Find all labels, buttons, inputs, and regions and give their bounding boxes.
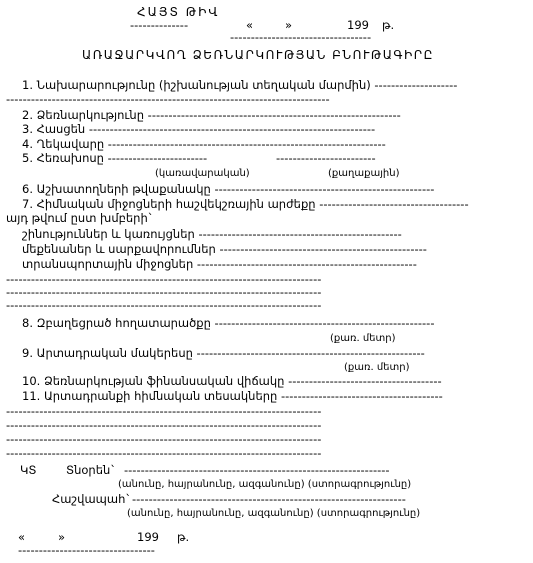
field-production-area: 9. Արտադրական մակերեսը ------------------------------------------------------- [22,346,425,360]
blank-line: ---------------------------------------------------------------------------- [6,272,322,286]
production-area-unit: (քառ. մետր) [344,362,410,373]
director-signature-caption: (անունը, հայրանունը, ազգանունը) (ստորագրությունը) [118,479,412,490]
assets-transport: տրանսպորտային միջոցներ ----------------------------------------------------- [22,257,417,271]
date-quote-close: » [285,18,293,32]
blank-line: ---------------------------------------------------------------------------- [6,432,322,446]
date-quote-open: « [246,18,254,32]
land-area-unit: (քառ. մետր) [330,333,396,344]
accountant-signature-line: ------------------------------------------------------------------ [132,492,406,506]
field-phone-city-line: ------------------------ [276,151,376,165]
date-suffix: թ. [382,18,395,32]
accountant-signature-label: Հաշվապահ` [52,492,132,506]
date-line: ---------------------------------- [230,30,372,44]
field-ministry: 1. Նախարարությունը (իշխանության տեղական մարմին) -------------------- [22,78,458,92]
phone-city-label: (քաղաքային) [328,168,400,179]
seal-label: ԿՏ [20,463,37,477]
assets-buildings: շինություններ և կառույցներ ------------------------------------------------- [22,227,402,241]
field-financial-state: 10. Ձեռնարկության ֆինանսական վիճակը ------------------------------------- [22,374,442,388]
footer-suffix: թ. [177,530,190,544]
accountant-signature-caption: (անունը, հայրանունը, ազգանունը) (ստորագրությունը) [127,508,421,519]
field-employees: 6. Աշխատողների թվաքանակը ----------------------------------------------------- [22,182,435,196]
footer-date-line: --------------------------------- [18,543,155,557]
field-enterprise: 2. Ձեռնարկությունը ------------------------------------------------------------- [22,108,401,122]
blank-line: ---------------------------------------------------------------------------- [6,418,322,432]
document-title: ԱՌԱՋԱՐԿՎՈՂ ՁԵՌՆԱՐԿՈՒԹՅԱՆ ԲՆՈՒԹԱԳԻՐԸ [82,48,434,62]
blank-line: ---------------------------------------------------------------------------- [6,298,322,312]
footer-quote-open: « [18,530,26,544]
director-signature-line: ---------------------------------------------------------------- [124,463,390,477]
field-main-products: 11. Արտադրանքի հիմնական տեսակները --------------------------------------- [22,389,443,403]
date-year: 199 [347,18,369,32]
field-land-area: 8. Զբաղեցրած հողատարածքը ----------------------------------------------------- [22,316,435,330]
number-line: -------------- [130,18,189,32]
footer-quote-close: » [58,530,66,544]
fixed-assets-by-group: այդ թվում ըստ խմբերի` [6,211,154,225]
field-address: 3. Հասցեն --------------------------------------------------------------------- [22,122,376,136]
form-heading: ՀԱՅՏ ԹԻՎ [137,5,220,19]
assets-machinery: մեքենաներ և սարքավորումներ -------------------------------------------------- [22,242,427,256]
blank-line: ---------------------------------------------------------------------------- [6,285,322,299]
field-ministry-continuation: ------------------------------------------------------------------------------ [6,92,330,106]
blank-line: ---------------------------------------------------------------------------- [6,446,322,460]
field-fixed-assets: 7. Հիմնական միջոցների հաշվեկշռային արժեքը ------------------------------------ [22,197,469,211]
blank-line: ---------------------------------------------------------------------------- [6,404,322,418]
field-director: 4. Ղեկավարը ------------------------------------------------------------------- [22,137,386,151]
footer-year: 199 [137,530,159,544]
phone-government-label: (կառավարական) [155,168,250,179]
field-phone: 5. Հեռախոսը ------------------------ [22,151,208,165]
director-signature-label: Տնօրեն` [66,463,117,477]
